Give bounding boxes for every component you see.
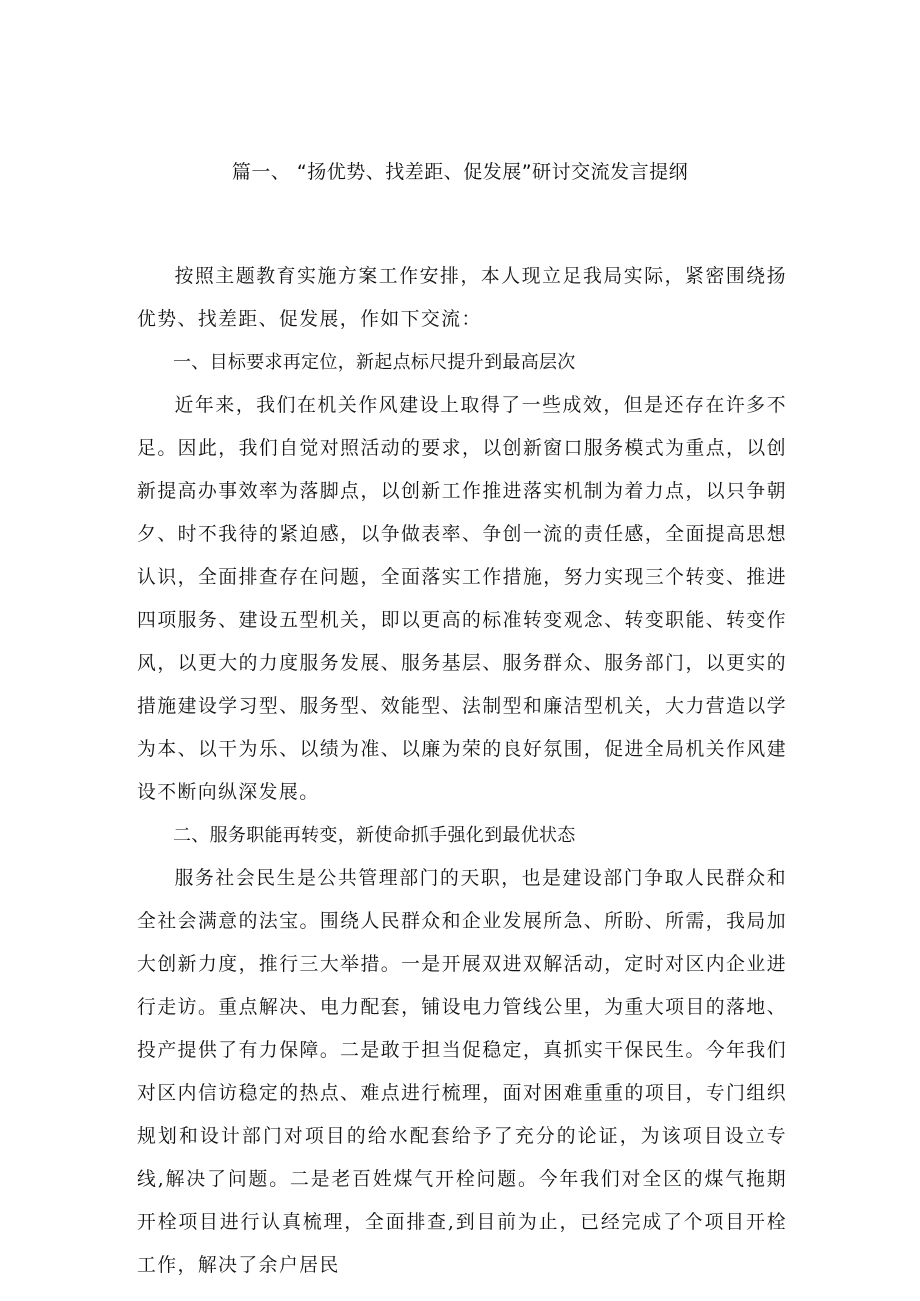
document-title: 篇一、 “扬优势、找差距、促发展”研讨交流发言提纲 bbox=[231, 161, 689, 183]
section-2-heading: 二、服务职能再转变，新使命抓手强化到最优状态 bbox=[173, 825, 576, 846]
section-1-paragraph: 近年来，我们在机关作风建设上取得了一些成效，但是还存在许多不足。因此，我们自觉对照活动的要求，以创新窗口服务模式为重点，以创新提高办事效率为落脚点，以创新工作推进落实机制为着力点，以只争朝夕、时不我待的紧迫感，以争做表率、争创一流的责任感，全面提高思想认识，全面排查存在问题，全面落实工作措施，努力实现三个转变、推进四项服务、建设五型机关，即以更高的标准转变观念、转变职能、转变作风，以更大的力度服务发展、服务基层、服务群众、服务部门，以更实的措施建设学习型、服务型、效能型、法制型和廉洁型机关，大力营造以学为本、以干为乐、以绩为准、以廉为荣的良好氛围，促进全局机关作风建设不断向纵深发展。 bbox=[137, 395, 787, 803]
section-2-paragraph: 服务社会民生是公共管理部门的天职，也是建设部门争取人民群众和全社会满意的法宝。围绕人民群众和企业发展所急、所盼、所需，我局加大创新力度，推行三大举措。一是开展双进双解活动，定时对区内企业进行走访。重点解决、电力配套，铺设电力管线公里，为重大项目的落地、投产提供了有力保障。二是敢于担当促稳定，真抓实干保民生。今年我们对区内信访稳定的热点、难点进行梳理，面对困难重重的项目，专门组织规划和设计部门对项目的给水配套给予了充分的论证，为该项目设立专线,解决了问题。二是老百姓煤气开栓问题。今年我们对全区的煤气拖期开栓项目进行认真梳理，全面排查,到目前为止，已经完成了个项目开栓工作，解决了余户居民 bbox=[137, 868, 787, 1276]
document-body bbox=[137, 255, 787, 1287]
intro-paragraph: 按照主题教育实施方案工作安排，本人现立足我局实际，紧密围绕扬优势、找差距、促发展，作如下交流： bbox=[137, 266, 787, 330]
section-1-heading: 一、目标要求再定位，新起点标尺提升到最高层次 bbox=[173, 352, 576, 373]
